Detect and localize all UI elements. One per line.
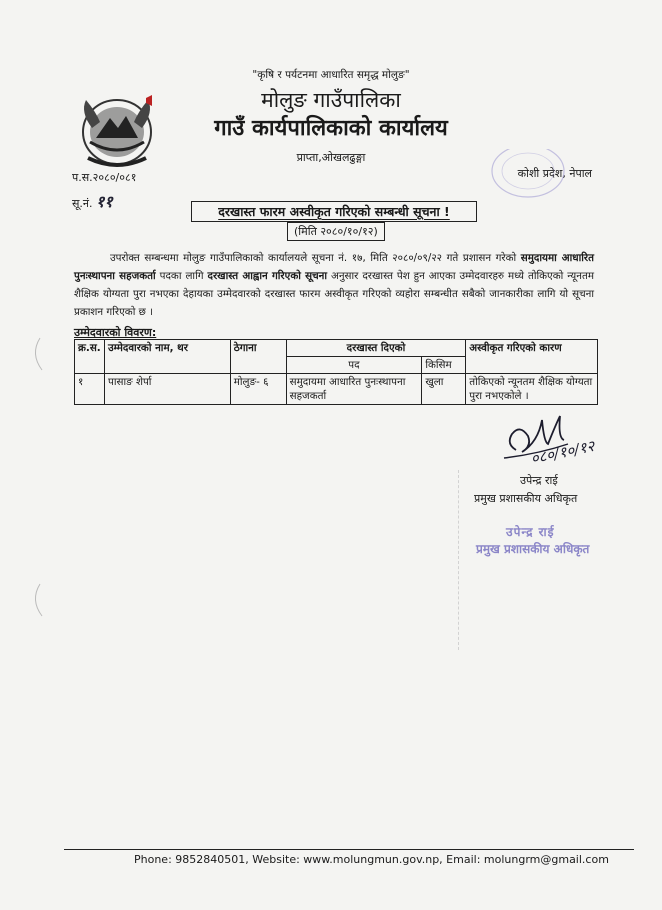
notice-date: (मिति २०८०/१०/१२) <box>287 222 385 241</box>
reference-number <box>72 190 113 212</box>
table-header-row <box>75 340 598 357</box>
fiscal-year: प.स.२०८०/०८१ <box>72 171 137 184</box>
candidate-details-label: उम्मेदवारको विवरण: <box>74 326 157 339</box>
footer-divider <box>64 849 634 850</box>
body-bold-post: समुदायमा आधारित पुनःस्थापना सहजकर्ता <box>74 252 595 282</box>
cell-address: मोलुङ- ६ <box>230 374 286 405</box>
province: कोशी प्रदेश, नेपाल <box>517 167 592 180</box>
cell-sn: १ <box>75 374 105 405</box>
header-type: किसिम <box>422 357 466 374</box>
header-application: दरखास्त दिएको <box>286 340 466 357</box>
header-post: पद <box>286 357 422 374</box>
cell-reason: तोकिएको न्यूनतम शैक्षिक योग्यता पुरा नभएकोले । <box>466 374 598 405</box>
punch-hole-mark <box>28 334 50 374</box>
header-name: उम्मेदवारको नाम, थर <box>104 340 230 374</box>
stamp-signatory-title: प्रमुख प्रशासकीय अधिकृत <box>476 542 590 556</box>
signatory-name: उपेन्द्र राई <box>520 474 558 487</box>
header-reason: अस्वीकृत गरिएको कारण <box>466 340 598 374</box>
signature-scribble <box>498 414 614 470</box>
municipality-name: मोलुङ गाउँपालिका <box>261 88 401 112</box>
government-seal-icon <box>66 92 168 168</box>
notice-title: दरखास्त फारम अस्वीकृत गरिएको सम्बन्धी सूचना ! <box>191 201 477 222</box>
cell-type: खुला <box>422 374 466 405</box>
footer-contact: Phone: 9852840501, Website: www.molungmun.gov.np, Email: molungrm@gmail.com <box>134 853 609 866</box>
cell-post: समुदायमा आधारित पुनःस्थापना सहजकर्ता <box>286 374 422 405</box>
body-bold-notice: दरखास्त आह्वान गरिएको सूचना <box>207 270 328 282</box>
scan-fold-line <box>458 470 459 650</box>
office-location: प्राप्ता,ओखलढुङ्गा <box>296 151 366 164</box>
body-text-1: उपरोक्त सम्बन्धमा मोलुङ गाउँपालिकाको कार्यालयले सूचना नं. १७, मिति २०८०/०९/२२ गते प्रशासन गरेको <box>110 252 521 264</box>
candidate-table <box>74 339 598 405</box>
cell-name: पासाङ शेर्पा <box>104 374 230 405</box>
table-row <box>75 374 598 405</box>
notice-body <box>74 249 594 321</box>
header-address: ठेगाना <box>230 340 286 374</box>
body-text-3: अनुसार दरखास्त पेश हुन आएका उम्मेदवारहरु मध्ये तोकिएको न्यूनतम शैक्षिक योग्यता पुरा नभएका देहायका उम्मेदवारको दरखास्त फारम अस्वीकृत गरिएको व्यहोरा सम्बन्धीत सबैको जानकारीका लागि यो सूचना प्रकाशन गरिएको छ । <box>74 270 595 318</box>
body-text-2: पदका लागि <box>155 270 208 282</box>
reference-number-label: सू.नं. <box>72 197 93 210</box>
punch-hole-mark <box>28 580 50 620</box>
stamp-signatory-name: उपेन्द्र राई <box>506 525 555 539</box>
signature-date: ०८०/१०/१२ <box>529 436 597 468</box>
header-sn: क्र.स. <box>75 340 105 374</box>
office-name: गाउँ कार्यपालिकाको कार्यालय <box>214 116 448 141</box>
office-stamp-icon <box>488 149 578 209</box>
signatory-title: प्रमुख प्रशासकीय अधिकृत <box>474 492 578 505</box>
motto: "कृषि र पर्यटनमा आधारित समृद्ध मोलुङ" <box>252 69 410 81</box>
reference-number-value: ११ <box>96 192 113 211</box>
